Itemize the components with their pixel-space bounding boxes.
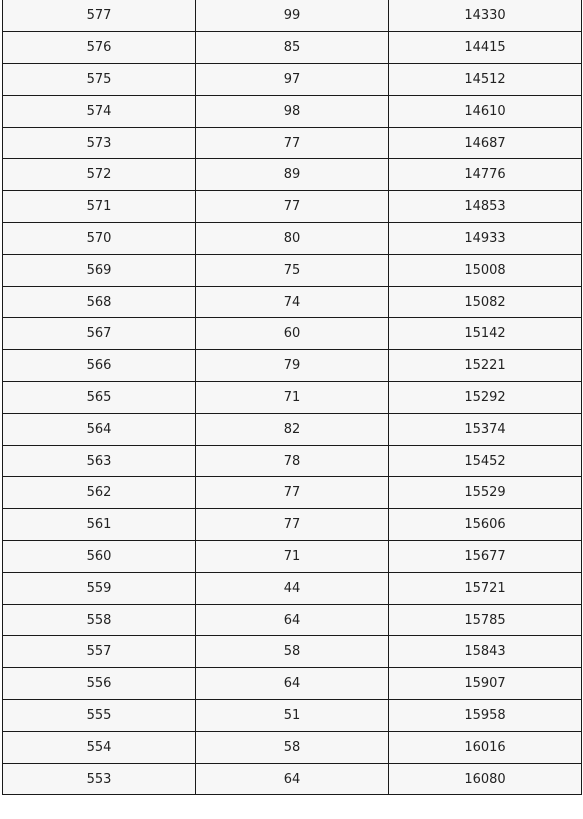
cumulative-cell: 14687 (389, 127, 582, 159)
score-cell: 568 (3, 286, 196, 318)
table-row (3, 254, 582, 286)
score-table-body (3, 0, 582, 795)
score-cell: 565 (3, 382, 196, 414)
table-row (3, 668, 582, 700)
table-row (3, 477, 582, 509)
score-cell: 566 (3, 350, 196, 382)
count-cell: 71 (196, 382, 389, 414)
table-row (3, 413, 582, 445)
count-cell: 64 (196, 763, 389, 795)
table-row (3, 572, 582, 604)
count-cell: 58 (196, 636, 389, 668)
table-row (3, 159, 582, 191)
count-cell: 64 (196, 604, 389, 636)
cumulative-cell: 16016 (389, 731, 582, 763)
count-cell: 44 (196, 572, 389, 604)
count-cell: 97 (196, 64, 389, 96)
cumulative-cell: 15958 (389, 700, 582, 732)
table-row (3, 636, 582, 668)
count-cell: 98 (196, 95, 389, 127)
cumulative-cell: 15082 (389, 286, 582, 318)
cumulative-cell: 15008 (389, 254, 582, 286)
table-row (3, 64, 582, 96)
score-cell: 558 (3, 604, 196, 636)
count-cell: 77 (196, 127, 389, 159)
cumulative-cell: 14415 (389, 32, 582, 64)
score-cell: 554 (3, 731, 196, 763)
score-cell: 567 (3, 318, 196, 350)
table-row (3, 318, 582, 350)
count-cell: 79 (196, 350, 389, 382)
count-cell: 58 (196, 731, 389, 763)
score-cell: 573 (3, 127, 196, 159)
score-cell: 564 (3, 413, 196, 445)
cumulative-cell: 15374 (389, 413, 582, 445)
table-row (3, 509, 582, 541)
table-row (3, 350, 582, 382)
score-cell: 560 (3, 541, 196, 573)
table-row (3, 445, 582, 477)
cumulative-cell: 16080 (389, 763, 582, 795)
table-row (3, 0, 582, 32)
table-row (3, 127, 582, 159)
count-cell: 78 (196, 445, 389, 477)
count-cell: 85 (196, 32, 389, 64)
cumulative-cell: 14610 (389, 95, 582, 127)
score-cell: 569 (3, 254, 196, 286)
cumulative-cell: 15907 (389, 668, 582, 700)
cumulative-cell: 14776 (389, 159, 582, 191)
count-cell: 71 (196, 541, 389, 573)
cumulative-cell: 14933 (389, 223, 582, 255)
score-cell: 572 (3, 159, 196, 191)
count-cell: 64 (196, 668, 389, 700)
table-row (3, 604, 582, 636)
table-row (3, 32, 582, 64)
score-cell: 575 (3, 64, 196, 96)
count-cell: 89 (196, 159, 389, 191)
score-table (2, 0, 582, 795)
cumulative-cell: 15606 (389, 509, 582, 541)
count-cell: 77 (196, 477, 389, 509)
table-row (3, 286, 582, 318)
table-row (3, 541, 582, 573)
cumulative-cell: 15785 (389, 604, 582, 636)
score-cell: 562 (3, 477, 196, 509)
cumulative-cell: 15292 (389, 382, 582, 414)
count-cell: 60 (196, 318, 389, 350)
score-cell: 574 (3, 95, 196, 127)
cumulative-cell: 15677 (389, 541, 582, 573)
score-cell: 555 (3, 700, 196, 732)
count-cell: 77 (196, 509, 389, 541)
cumulative-cell: 14512 (389, 64, 582, 96)
table-row (3, 191, 582, 223)
table-row (3, 223, 582, 255)
score-cell: 571 (3, 191, 196, 223)
cumulative-cell: 15843 (389, 636, 582, 668)
score-cell: 556 (3, 668, 196, 700)
score-cell: 563 (3, 445, 196, 477)
score-cell: 570 (3, 223, 196, 255)
score-cell: 559 (3, 572, 196, 604)
table-row (3, 95, 582, 127)
score-cell: 577 (3, 0, 196, 32)
score-cell: 576 (3, 32, 196, 64)
count-cell: 80 (196, 223, 389, 255)
cumulative-cell: 15142 (389, 318, 582, 350)
count-cell: 82 (196, 413, 389, 445)
table-row (3, 700, 582, 732)
cumulative-cell: 15721 (389, 572, 582, 604)
count-cell: 77 (196, 191, 389, 223)
count-cell: 99 (196, 0, 389, 32)
count-cell: 75 (196, 254, 389, 286)
table-row (3, 763, 582, 795)
cumulative-cell: 15452 (389, 445, 582, 477)
count-cell: 74 (196, 286, 389, 318)
cumulative-cell: 14853 (389, 191, 582, 223)
cumulative-cell: 15529 (389, 477, 582, 509)
cumulative-cell: 15221 (389, 350, 582, 382)
table-row (3, 731, 582, 763)
table-row (3, 382, 582, 414)
count-cell: 51 (196, 700, 389, 732)
score-cell: 557 (3, 636, 196, 668)
score-cell: 561 (3, 509, 196, 541)
cumulative-cell: 14330 (389, 0, 582, 32)
score-cell: 553 (3, 763, 196, 795)
